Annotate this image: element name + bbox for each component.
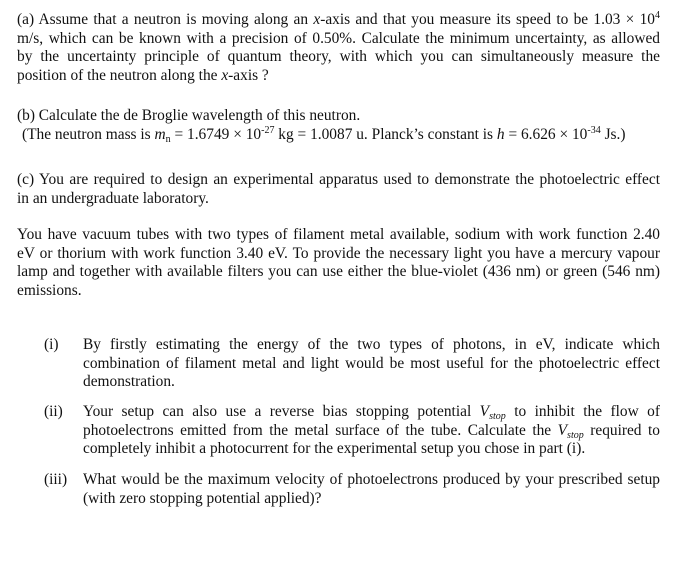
context-line-3: lamp and together with available filters you can use either the blue-violet (436 nm) or green (546 nm) [17, 263, 660, 281]
context-paragraph [17, 226, 660, 300]
question-part-b [17, 107, 660, 144]
sub-question-i-text [83, 336, 660, 392]
context-line-1: You have vacuum tubes with two types of filament metal available, sodium with work function 2.40 [17, 226, 660, 243]
sub-question-ii-number: (ii) [44, 403, 63, 420]
sub-iii-line-1: What would be the maximum velocity of photoelectrons produced by your prescribed setup [83, 471, 660, 488]
sub-question-ii-text [83, 403, 660, 459]
part-b-line-2: (The neutron mass is $m_n = 1.6749 \times 10^{-27}$ kg = 1.0087 u. Planck’s constant is $h = 6.626 \times 10^{-34}$ Js.) [22, 124, 626, 145]
part-c-line-2: in an undergraduate laboratory. [17, 189, 209, 207]
part-a-line-1: (a) Assume that a neutron is moving along an x-axis and that you measure its speed to be $1.03 \times 10^4$ [17, 10, 660, 28]
sub-i-line-2: combination of filament metal and light would be most useful for the photoelectric effect [83, 354, 660, 372]
sub-ii-line-1: Your setup can also use a reverse bias stopping potential $V_{stop}$ to inhibit the flow of [83, 403, 660, 422]
context-line-4: emissions. [17, 281, 82, 299]
context-line-2: eV or thorium with work function 3.40 eV. To provide the necessary light you have a mercury vapour [17, 244, 660, 262]
sub-ii-line-3: completely inhibit a photocurrent for the experimental setup you chose in part (i). [83, 440, 586, 458]
part-a-line-3: by the uncertainty principle of quantum theory, with which you can simultaneously measure the [17, 48, 660, 66]
sub-question-iii-number: (iii) [44, 471, 68, 488]
sub-iii-line-2: (with zero stopping potential applied)? [83, 489, 322, 507]
part-b-line-1: (b) Calculate the de Broglie wavelength of this neutron. [17, 107, 361, 124]
sub-ii-line-2: photoelectrons emitted from the metal surface of the tube. Calculate the $V_{stop}$ required to [83, 421, 660, 441]
part-a-line-4: position of the neutron along the x-axis ? [17, 66, 269, 84]
sub-question-iii-text [83, 471, 660, 508]
sub-i-line-1: By firstly estimating the energy of the two types of photons, in eV, indicate which [83, 336, 660, 353]
question-part-c [17, 171, 660, 208]
sub-question-i-number: (i) [44, 336, 59, 353]
part-c-line-1: (c) You are required to design an experimental apparatus used to demonstrate the photoelectric effect [17, 171, 660, 188]
sub-i-line-3: demonstration. [83, 373, 175, 391]
part-a-line-2: m/s, which can be known with a precision of 0.50%. Calculate the minimum uncertainty, as allowed [17, 29, 660, 47]
question-part-a [17, 11, 660, 85]
